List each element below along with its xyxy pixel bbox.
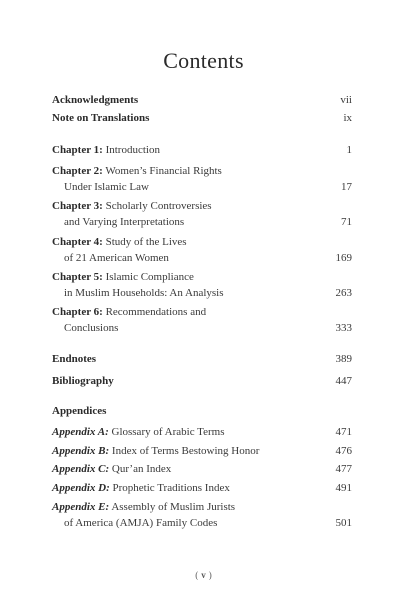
entry-label: Bibliography	[52, 375, 114, 387]
toc-entry-chapter-3-cont[interactable]	[52, 216, 352, 229]
toc-entry-chapter-6[interactable]	[52, 306, 352, 319]
entry-page: 263	[335, 287, 352, 299]
entry-page: 491	[335, 482, 352, 494]
entry-page: 169	[335, 252, 352, 264]
chapter-title-cont: Conclusions	[64, 322, 119, 334]
toc-entry-appendix-c[interactable]	[52, 463, 352, 476]
chapter-title-cont: Under Islamic Law	[64, 181, 149, 193]
toc-entry-chapter-2-cont[interactable]	[52, 181, 352, 194]
entry-label: Note on Translations	[52, 112, 150, 124]
entry-page: vii	[340, 94, 352, 106]
appendix-prefix: Appendix C:	[52, 463, 110, 475]
footer-right-mark: )	[208, 570, 212, 580]
toc-entry-chapter-6-cont[interactable]	[52, 322, 352, 335]
chapter-prefix: Chapter 2:	[52, 165, 103, 177]
chapter-prefix: Chapter 6:	[52, 306, 103, 318]
page-footer	[0, 570, 407, 580]
toc-entry-appendix-d[interactable]	[52, 482, 352, 495]
toc-entry-appendix-b[interactable]	[52, 445, 352, 458]
toc-entry-chapter-1[interactable]	[52, 144, 352, 157]
chapter-title-cont: of 21 American Women	[64, 252, 169, 264]
toc-entry-chapter-5-cont[interactable]	[52, 287, 352, 300]
toc-entry-chapter-3[interactable]	[52, 200, 352, 213]
entry-page: 333	[335, 322, 352, 334]
chapter-prefix: Chapter 1:	[52, 144, 103, 156]
appendix-title: Glossary of Arabic Terms	[111, 426, 225, 438]
entry-page: 501	[335, 517, 352, 529]
toc-entry-chapter-4[interactable]	[52, 236, 352, 249]
page-number: v	[201, 570, 206, 580]
entry-page: 17	[341, 181, 352, 193]
entry-page: ix	[343, 112, 352, 124]
entry-page: 389	[335, 353, 352, 365]
toc-entry-note-on-translations[interactable]	[52, 112, 352, 125]
toc-entry-acknowledgments[interactable]	[52, 94, 352, 107]
chapter-prefix: Chapter 5:	[52, 271, 103, 283]
entry-page: 1	[346, 144, 352, 156]
chapter-title: Study of the Lives	[105, 236, 187, 248]
toc-entry-appendix-e-cont[interactable]	[52, 517, 352, 530]
entry-page: 71	[341, 216, 352, 228]
appendix-title: Index of Terms Bestowing Honor	[111, 445, 260, 457]
entry-label: Endnotes	[52, 353, 97, 365]
page-title: Contents	[163, 48, 244, 73]
toc-entry-appendix-a[interactable]	[52, 426, 352, 439]
toc-entry-endnotes[interactable]	[52, 353, 352, 366]
chapter-prefix: Chapter 4:	[52, 236, 103, 248]
appendix-title-cont: of America (AMJA) Family Codes	[64, 517, 218, 529]
chapter-title: Scholarly Controversies	[105, 200, 212, 212]
chapter-title-cont: and Varying Interpretations	[64, 216, 185, 228]
toc-entry-chapter-5[interactable]	[52, 271, 352, 284]
appendix-prefix: Appendix D:	[52, 482, 110, 494]
appendix-prefix: Appendix B:	[52, 445, 110, 457]
appendix-title: Qur’an Index	[111, 463, 172, 475]
entry-page: 471	[335, 426, 352, 438]
entry-page: 447	[335, 375, 352, 387]
chapter-title: Recommendations and	[105, 306, 207, 318]
appendix-prefix: Appendix A:	[52, 426, 109, 438]
toc-entry-bibliography[interactable]	[52, 375, 352, 388]
entry-label: Acknowledgments	[52, 94, 139, 106]
chapter-prefix: Chapter 3:	[52, 200, 103, 212]
chapter-title: Introduction	[105, 144, 160, 156]
entry-page: 477	[335, 463, 352, 475]
chapter-title: Islamic Compliance	[105, 271, 194, 283]
appendix-title: Assembly of Muslim Jurists	[111, 501, 236, 513]
appendix-title: Prophetic Traditions Index	[112, 482, 230, 494]
chapter-title-cont: in Muslim Households: An Analysis	[64, 287, 224, 299]
chapter-title: Women’s Financial Rights	[105, 165, 222, 177]
toc-entry-chapter-4-cont[interactable]	[52, 252, 352, 265]
footer-left-mark: (	[195, 570, 199, 580]
toc-entry-appendix-e[interactable]	[52, 501, 352, 514]
appendix-prefix: Appendix E:	[52, 501, 110, 513]
entry-page: 476	[335, 445, 352, 457]
appendices-heading: Appendices	[52, 405, 107, 417]
toc-entry-chapter-2[interactable]	[52, 165, 352, 178]
